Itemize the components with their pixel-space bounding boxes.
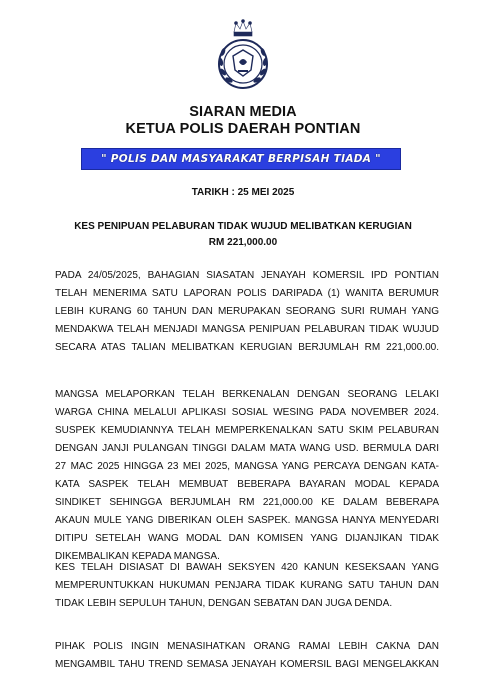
paragraph-line: AKAUN MULE YANG DIBERIKAN OLEH SASPEK. MANGSA HANYA MENYEDARI [55, 515, 439, 526]
paragraph-line: KES TELAH DISIASAT DI BAWAH SEKSYEN 420 KANUN KESEKSAAN YANG [55, 562, 439, 573]
paragraph-line: TIDAK LEBIH SEPULUH TAHUN, DENGAN SEBATAN DAN JUGA DENDA. [55, 598, 393, 609]
paragraph-line: MEMPERUNTUKKAN HUKUMAN PENJARA TIDAK KURANG SATU TAHUN DAN [55, 580, 439, 591]
paragraph-3 [55, 559, 439, 613]
paragraph-line: MENDAKWA TELAH MENJADI MANGSA PENIPUAN PELABURAN TIDAK WUJUD [55, 324, 439, 335]
paragraph-line: SECARA ATAS TALIAN MELIBATKAN KERUGIAN BERJUMLAH RM 221,000.00. [55, 342, 439, 353]
paragraph-line: DENGAN JANJI PULANGAN TINGGI DALAM MATA WANG USD. BERMULA DARI [55, 443, 439, 454]
paragraph-line: KATA SASPEK TELAH MEMBUAT BEBERAPA BAYARAN MODAL KEPADA [55, 479, 439, 490]
paragraph-line: SINDIKET SEHINGGA BERJUMLAH RM 221,000.00 KE DALAM BEBERAPA [55, 497, 439, 508]
motto-text: " POLIS DAN MASYARAKAT BERPISAH TIADA " [101, 153, 381, 165]
motto-banner [81, 148, 401, 170]
paragraph-4 [55, 638, 439, 674]
paragraph-line: DITIPU SETELAH WANG MODAL DAN KOMISEN YANG DIJANJIKAN TIDAK [55, 533, 439, 544]
paragraph-line: DIKEMBALIKAN KEPADA MANGSA. [55, 551, 220, 562]
paragraph-2 [55, 386, 439, 566]
release-date: TARIKH : 25 MEI 2025 [191, 187, 295, 198]
police-crest-icon [205, 18, 281, 94]
paragraph-line: MANGSA MELAPORKAN TELAH BERKENALAN DENGAN SEORANG LELAKI [55, 389, 439, 400]
paragraph-line: TELAH MENERIMA SATU LAPORAN POLIS DARIPADA (1) WANITA BERUMUR [55, 288, 439, 299]
paragraph-line: PADA 24/05/2025, BAHAGIAN SIASATAN JENAYAH KOMERSIL IPD PONTIAN [55, 270, 439, 281]
paragraph-1 [55, 267, 439, 357]
case-title-line-2: RM 221,000.00 [208, 237, 278, 248]
paragraph-line: PIHAK POLIS INGIN MENASIHATKAN ORANG RAMAI LEBIH CAKNA DAN [55, 641, 439, 652]
paragraph-line: LEBIH KURANG 60 TAHUN DAN MERUPAKAN SEORANG SURI RUMAH YANG [55, 306, 439, 317]
paragraph-line: MENGAMBIL TAHU TREND SEMASA JENAYAH KOMERSIL BAGI MENGELAKKAN [55, 659, 439, 670]
paragraph-line: SUSPEK KEMUDIANNYA TELAH MEMPERKENALKAN SATU SKIM PELABURAN [55, 425, 439, 436]
document-subtitle: KETUA POLIS DAERAH PONTIAN [125, 121, 361, 137]
case-title-line-1: KES PENIPUAN PELABURAN TIDAK WUJUD MELIBATKAN KERUGIAN [74, 221, 412, 232]
document-title: SIARAN MEDIA [189, 104, 297, 120]
paragraph-line: WARGA CHINA MELALUI APLIKASI SOSIAL WESING PADA NOVEMBER 2024. [55, 407, 439, 418]
paragraph-line: 27 MAC 2025 HINGGA 23 MEI 2025, MANGSA YANG PERCAYA DENGAN KATA- [55, 461, 439, 472]
